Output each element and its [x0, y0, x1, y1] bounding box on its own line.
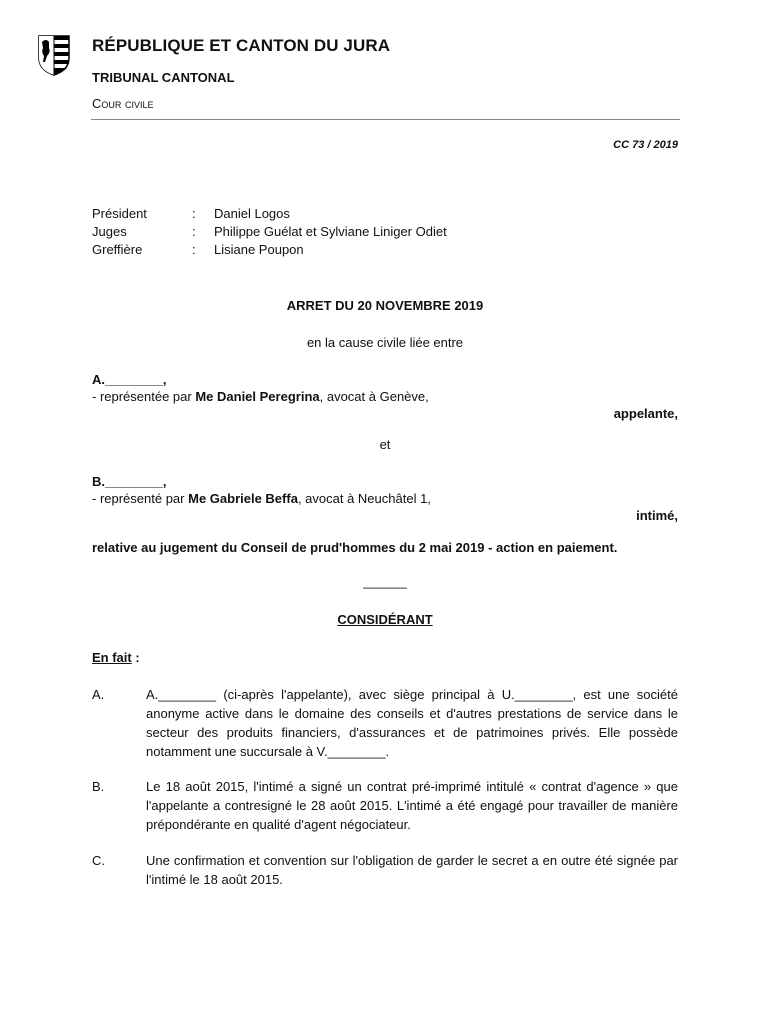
rep-prefix: - représentée par [92, 389, 196, 404]
party-a-name: A.________, [92, 372, 167, 387]
party-a [92, 371, 678, 422]
facts-heading-colon: : [131, 650, 140, 665]
fact-label: C. [92, 853, 105, 868]
case-subject: relative au jugement du Conseil de prud'hommes du 2 mai 2019 - action en paiement. [92, 540, 618, 555]
fact-label: A. [92, 687, 105, 702]
composition-role: Juges [92, 224, 127, 239]
party-a-representation [92, 388, 678, 405]
court-name: TRIBUNAL CANTONAL [92, 70, 235, 85]
party-b [92, 473, 678, 524]
composition-row [92, 205, 447, 223]
fact-paragraph [92, 685, 678, 761]
header-divider [91, 119, 680, 120]
case-reference: CC 73 / 2019 [613, 139, 678, 151]
fact-paragraph [92, 851, 678, 889]
party-a-role: appelante, [613, 406, 678, 421]
rep-suffix: , avocat à Genève, [319, 389, 429, 404]
composition-name: Philippe Guélat et Sylviane Liniger Odiet [214, 224, 447, 239]
composition-separator: : [192, 242, 196, 257]
fact-text: A.________ (ci-après l'appelante), avec siège principal à U.________, est une société anonyme active dans le domaine des conseils et d'autres prestations de service dans le secteur des produits financiers, d'assurances et de patrimoines privés. Elle possède notamment une succursale à V.________. [146, 687, 678, 759]
rep-prefix: - représenté par [92, 491, 189, 506]
fact-text: Une confirmation et convention sur l'obligation de garder le secret a en outre été signée par l'intimé le 18 août 2015. [146, 853, 678, 887]
party-b-role: intimé, [636, 508, 678, 523]
party-b-name: B.________, [92, 474, 167, 489]
composition-row [92, 223, 447, 241]
party-a-lawyer: Me Daniel Peregrina [195, 389, 320, 404]
composition-name: Daniel Logos [214, 206, 290, 221]
fact-paragraph [92, 777, 678, 834]
composition-separator: : [192, 224, 196, 239]
composition-role: Greffière [92, 242, 143, 257]
rep-suffix: , avocat à Neuchâtel 1, [297, 491, 431, 506]
jura-coat-of-arms-icon [37, 34, 71, 76]
party-b-representation [92, 490, 678, 507]
considerant-heading: CONSIDÉRANT [337, 612, 433, 627]
conjunction: et [379, 437, 391, 452]
section-separator: ______ [363, 574, 407, 589]
republic-title: RÉPUBLIQUE ET CANTON DU JURA [92, 36, 391, 55]
composition-name: Lisiane Poupon [214, 242, 304, 257]
chamber-name: Cour civile [92, 96, 154, 111]
court-composition [92, 205, 447, 259]
fact-label: B. [92, 779, 105, 794]
facts-heading-label: En fait [92, 650, 132, 665]
facts-heading [92, 649, 678, 666]
cause-intro: en la cause civile liée entre [306, 335, 464, 350]
composition-separator: : [192, 206, 196, 221]
fact-text: Le 18 août 2015, l'intimé a signé un contrat pré-imprimé intitulé « contrat d'agence » que l'appelante a contresigné le 28 août 2015. L'intimé a été engagé pour travailler de manière prépondérante en qualité d'agent négociateur. [146, 779, 678, 832]
composition-row [92, 241, 447, 259]
composition-role: Président [92, 206, 147, 221]
party-b-lawyer: Me Gabriele Beffa [188, 491, 298, 506]
decision-title: ARRET DU 20 NOVEMBRE 2019 [286, 298, 484, 313]
